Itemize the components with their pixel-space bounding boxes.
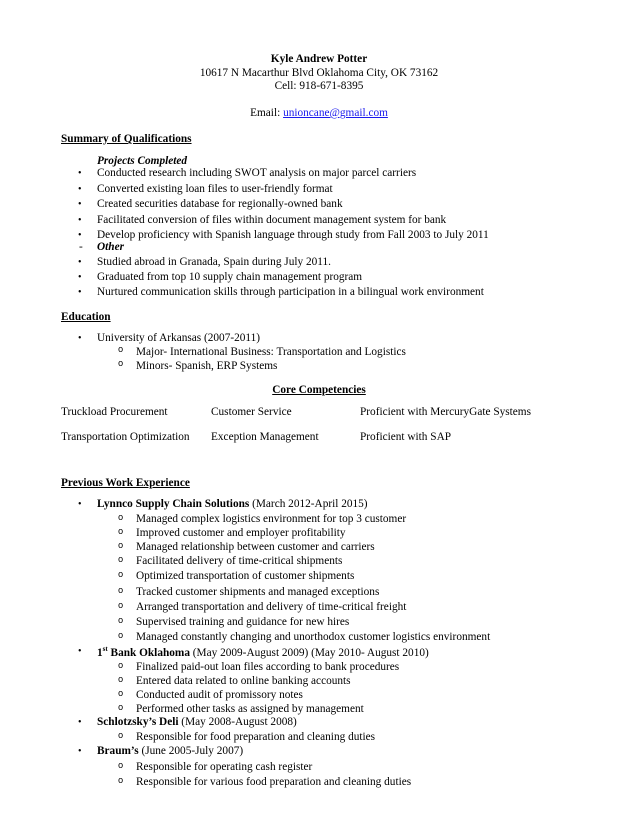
bullet-icon: • xyxy=(78,746,82,757)
summary-heading: Summary of Qualifications xyxy=(61,133,192,145)
bullet-icon: • xyxy=(78,717,82,728)
duty-item: Improved customer and employer profitability xyxy=(136,527,346,539)
duty-item: Managed relationship between customer and carriers xyxy=(136,541,375,553)
duty-item: Managed complex logistics environment for top 3 customer xyxy=(136,513,407,525)
other-heading: Other xyxy=(97,241,124,253)
job-title-line xyxy=(97,645,429,660)
job-dates: (May 2009-August 2009) (May 2010- August 2010) xyxy=(189,646,429,659)
school: University of Arkansas (2007-2011) xyxy=(97,332,261,344)
company-name xyxy=(97,647,190,659)
resume-name: Kyle Andrew Potter xyxy=(270,53,368,65)
address: 10617 N Macarthur Blvd Oklahoma City, OK 73162 xyxy=(199,67,439,79)
duty-item: Tracked customer shipments and managed exceptions xyxy=(136,586,380,598)
company-name-text: Bank Oklahoma xyxy=(107,646,190,659)
duty-item: Entered data related to online banking accounts xyxy=(136,675,351,687)
dash-marker: - xyxy=(79,241,83,253)
list-item: Converted existing loan files to user-friendly format xyxy=(97,183,333,195)
duty-item: Responsible for various food preparation and cleaning duties xyxy=(136,776,412,788)
duty-item: Managed constantly changing and unorthodox customer logistics environment xyxy=(136,631,491,643)
sub-bullet-icon: o xyxy=(118,359,124,369)
competency-cell: Proficient with MercuryGate Systems xyxy=(360,406,531,418)
bullet-icon: • xyxy=(78,287,82,298)
list-item: Develop proficiency with Spanish language through study from Fall 2003 to July 2011 xyxy=(97,229,489,241)
duty-item: Performed other tasks as assigned by management xyxy=(136,703,364,715)
sub-bullet-icon: o xyxy=(118,675,124,685)
job-dates: (March 2012-April 2015) xyxy=(249,498,368,510)
sub-bullet-icon: o xyxy=(118,661,124,671)
duty-item: Arranged transportation and delivery of time-critical freight xyxy=(136,601,407,613)
company-name: Schlotzsky’s Deli xyxy=(97,716,179,728)
company-ordinal: 1 xyxy=(97,646,103,659)
email-line xyxy=(0,107,638,120)
sub-bullet-icon: o xyxy=(118,616,124,626)
competency-cell: Exception Management xyxy=(211,431,319,443)
competency-cell: Customer Service xyxy=(211,406,292,418)
list-item: Major- International Business: Transportation and Logistics xyxy=(136,346,406,358)
job-title-line xyxy=(97,716,297,729)
job-dates: (June 2005-July 2007) xyxy=(138,745,244,757)
cell-phone: Cell: 918-671-8395 xyxy=(274,80,364,92)
duty-item: Supervised training and guidance for new hires xyxy=(136,616,350,628)
company-name: Lynnco Supply Chain Solutions xyxy=(97,498,250,510)
sub-bullet-icon: o xyxy=(118,555,124,565)
list-item: Studied abroad in Granada, Spain during July 2011. xyxy=(97,256,331,268)
bullet-icon: • xyxy=(78,184,82,195)
sub-bullet-icon: o xyxy=(118,570,124,580)
email-link[interactable]: unioncane@gmail.com xyxy=(283,107,388,119)
email-label: Email: xyxy=(250,107,281,119)
bullet-icon: • xyxy=(78,199,82,210)
sub-bullet-icon: o xyxy=(118,776,124,786)
duty-item: Responsible for operating cash register xyxy=(136,761,313,773)
list-item: Nurtured communication skills through participation in a bilingual work environment xyxy=(97,286,484,298)
bullet-icon: • xyxy=(78,646,82,657)
bullet-icon: • xyxy=(78,257,82,268)
sub-bullet-icon: o xyxy=(118,527,124,537)
sub-bullet-icon: o xyxy=(118,541,124,551)
sub-bullet-icon: o xyxy=(118,601,124,611)
job-dates: (May 2008-August 2008) xyxy=(178,716,297,728)
bullet-icon: • xyxy=(78,168,82,179)
sub-bullet-icon: o xyxy=(118,345,124,355)
duty-item: Finalized paid-out loan files according to bank procedures xyxy=(136,661,400,673)
job-title-line xyxy=(97,745,243,758)
bullet-icon: • xyxy=(78,499,82,510)
list-item: Facilitated conversion of files within document management system for bank xyxy=(97,214,447,226)
education-heading: Education xyxy=(61,311,111,323)
sub-bullet-icon: o xyxy=(118,761,124,771)
company-name: Braum’s xyxy=(97,745,139,757)
sub-bullet-icon: o xyxy=(118,703,124,713)
bullet-icon: • xyxy=(78,230,82,241)
competency-cell: Transportation Optimization xyxy=(61,431,190,443)
sub-bullet-icon: o xyxy=(118,631,124,641)
bullet-icon: • xyxy=(78,272,82,283)
ordinal-suffix: st xyxy=(102,645,108,653)
duty-item: Conducted audit of promissory notes xyxy=(136,689,303,701)
competency-cell: Proficient with SAP xyxy=(360,431,452,443)
list-item: Minors- Spanish, ERP Systems xyxy=(136,360,278,372)
list-item: Conducted research including SWOT analysis on major parcel carriers xyxy=(97,167,417,179)
sub-bullet-icon: o xyxy=(118,586,124,596)
job-title-line xyxy=(97,498,368,511)
duty-item: Facilitated delivery of time-critical shipments xyxy=(136,555,343,567)
list-item: Graduated from top 10 supply chain management program xyxy=(97,271,363,283)
projects-heading: Projects Completed xyxy=(97,155,188,167)
duty-item: Responsible for food preparation and cleaning duties xyxy=(136,731,376,743)
experience-heading: Previous Work Experience xyxy=(61,477,190,489)
competency-cell: Truckload Procurement xyxy=(61,406,168,418)
bullet-icon: • xyxy=(78,333,82,344)
competencies-heading: Core Competencies xyxy=(272,384,366,396)
list-item: Created securities database for regionally-owned bank xyxy=(97,198,343,210)
duty-item: Optimized transportation of customer shipments xyxy=(136,570,355,582)
bullet-icon: • xyxy=(78,215,82,226)
sub-bullet-icon: o xyxy=(118,513,124,523)
sub-bullet-icon: o xyxy=(118,731,124,741)
sub-bullet-icon: o xyxy=(118,689,124,699)
